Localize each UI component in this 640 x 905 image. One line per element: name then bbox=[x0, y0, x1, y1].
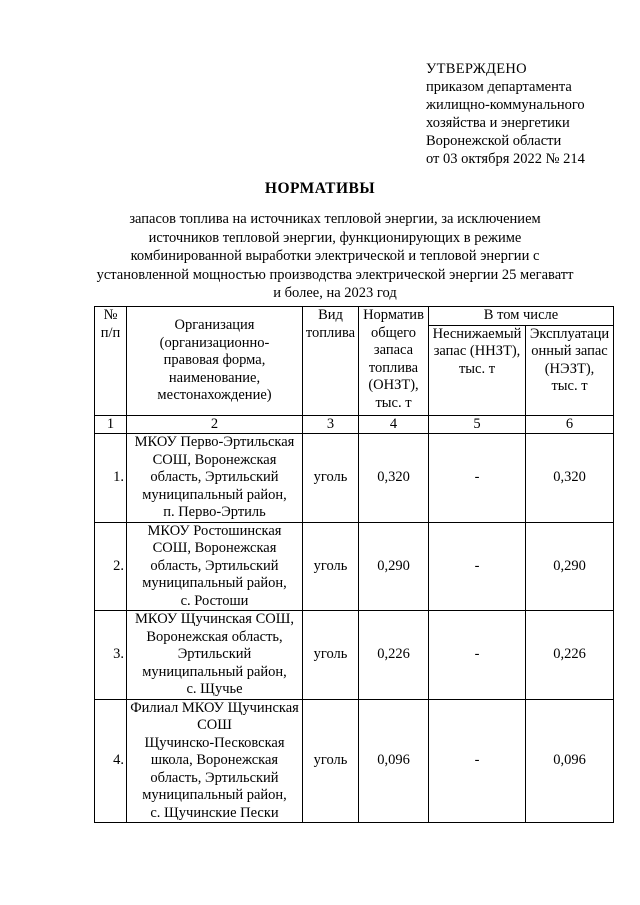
row-fuel-type: уголь bbox=[303, 699, 359, 823]
row-nezt: 0,320 bbox=[526, 434, 614, 523]
subtitle-line: комбинированной выработки электрической и тепловой энергии с bbox=[130, 248, 540, 264]
approval-line: жилищно-коммунального bbox=[426, 97, 585, 113]
approval-line: хозяйства и энергетики bbox=[426, 115, 570, 131]
approval-line: Воронежской области bbox=[426, 133, 562, 149]
row-norm-total: 0,290 bbox=[359, 522, 429, 611]
approval-heading: УТВЕРЖДЕНО bbox=[426, 61, 527, 77]
document-title: НОРМАТИВЫ bbox=[264, 180, 376, 197]
column-number: 3 bbox=[303, 415, 359, 434]
document-subtitle bbox=[90, 210, 580, 303]
row-organization: МКОУ Перво-Эртильская СОШ, Воронежская область, Эртильский муниципальный район, п. Перво-Эртиль bbox=[127, 434, 303, 523]
table-row bbox=[95, 699, 614, 823]
column-numbers-row bbox=[95, 415, 614, 434]
row-number: 3. bbox=[95, 611, 127, 700]
header-nnzt: Неснижаемый запас (ННЗТ), тыс. т bbox=[429, 325, 526, 415]
header-norm-total: Норматив общего запаса топлива (ОНЗТ), тыс. т bbox=[359, 307, 429, 416]
table-row bbox=[95, 434, 614, 523]
column-number: 1 bbox=[95, 415, 127, 434]
approval-stamp bbox=[426, 60, 585, 168]
approval-line: приказом департамента bbox=[426, 79, 572, 95]
row-number: 2. bbox=[95, 522, 127, 611]
row-nnzt: - bbox=[429, 611, 526, 700]
row-organization: Филиал МКОУ Щучинская СОШ Щучинско-Песковская школа, Воронежская область, Эртильский муниципальный район, с. Щучинские Пески bbox=[127, 699, 303, 823]
norms-table bbox=[94, 306, 614, 823]
row-fuel-type: уголь bbox=[303, 522, 359, 611]
column-number: 4 bbox=[359, 415, 429, 434]
row-norm-total: 0,096 bbox=[359, 699, 429, 823]
row-nnzt: - bbox=[429, 434, 526, 523]
row-number: 1. bbox=[95, 434, 127, 523]
header-group-including: В том числе bbox=[429, 307, 614, 326]
row-nezt: 0,226 bbox=[526, 611, 614, 700]
row-organization: МКОУ Щучинская СОШ, Воронежская область, Эртильский муниципальный район, с. Щучье bbox=[127, 611, 303, 700]
header-nezt: Эксплуатаци онный запас (НЭЗТ), тыс. т bbox=[526, 325, 614, 415]
row-organization: МКОУ Ростошинская СОШ, Воронежская область, Эртильский муниципальный район, с. Ростоши bbox=[127, 522, 303, 611]
row-nezt: 0,096 bbox=[526, 699, 614, 823]
column-number: 6 bbox=[526, 415, 614, 434]
row-fuel-type: уголь bbox=[303, 434, 359, 523]
approval-line: от 03 октября 2022 № 214 bbox=[426, 151, 585, 167]
row-number: 4. bbox=[95, 699, 127, 823]
subtitle-line: и более, на 2023 год bbox=[273, 285, 397, 301]
column-number: 2 bbox=[127, 415, 303, 434]
table-row bbox=[95, 522, 614, 611]
header-fuel-type: Вид топлива bbox=[303, 307, 359, 416]
subtitle-line: установленной мощностью производства электрической энергии 25 мегаватт bbox=[96, 266, 574, 283]
column-number: 5 bbox=[429, 415, 526, 434]
table-row bbox=[95, 611, 614, 700]
header-num: № п/п bbox=[95, 307, 127, 416]
row-nnzt: - bbox=[429, 522, 526, 611]
row-fuel-type: уголь bbox=[303, 611, 359, 700]
row-norm-total: 0,320 bbox=[359, 434, 429, 523]
subtitle-line: источников тепловой энергии, функционирующих в режиме bbox=[148, 229, 522, 246]
header-organization: Организация (организационно- правовая форма, наименование, местонахождение) bbox=[127, 307, 303, 416]
row-norm-total: 0,226 bbox=[359, 611, 429, 700]
subtitle-line: запасов топлива на источниках тепловой энергии, за исключением bbox=[129, 211, 541, 227]
row-nnzt: - bbox=[429, 699, 526, 823]
row-nezt: 0,290 bbox=[526, 522, 614, 611]
